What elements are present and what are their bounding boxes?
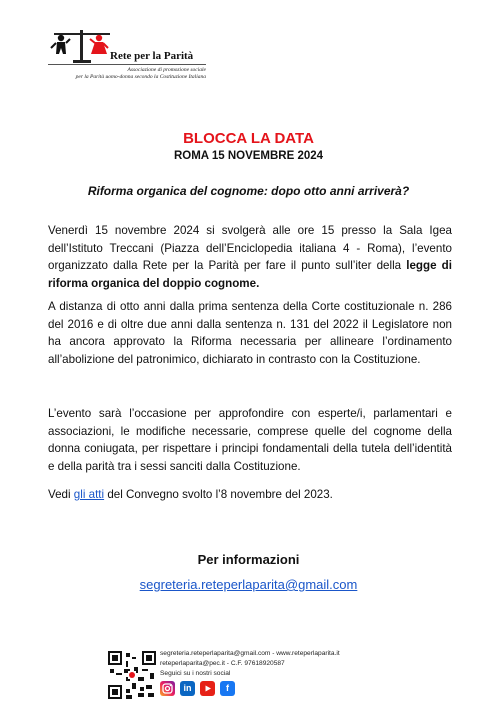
previous-event-prefix: Vedi xyxy=(48,488,74,501)
footer-pec-cf: reteperlaparita@pec.it - C.F. 97618920587 xyxy=(160,660,285,667)
info-heading: Per informazioni xyxy=(197,552,300,567)
previous-event-suffix: del Convegno svolto l’8 novembre del 2023. xyxy=(104,488,333,501)
paragraph-previous-event xyxy=(48,486,452,504)
logo-name: Rete per la Parità xyxy=(110,50,194,62)
logo-divider xyxy=(48,64,206,65)
contact-email-link[interactable]: segreteria.reteperlaparita@gmail.com xyxy=(139,577,358,592)
event-headline: Riforma organica del cognome: dopo otto anni arriverà? xyxy=(87,184,410,198)
event-date: ROMA 15 NOVEMBRE 2024 xyxy=(173,150,324,162)
youtube-icon[interactable] xyxy=(200,681,215,696)
page-title: BLOCCA LA DATA xyxy=(183,130,314,147)
footer-contacts: segreteria.reteperlaparita@gmail.com - www.reteperlaparita.it xyxy=(160,650,340,657)
proceedings-link[interactable]: gli atti xyxy=(73,488,105,501)
logo-tagline-secondary: per la Parità uomo-donna secondo la Costituzione Italiana xyxy=(75,74,206,80)
paragraph-event-details xyxy=(48,222,452,292)
paragraph-event-bold: legge di riforma organica del doppio cognome. xyxy=(48,259,452,290)
footer-social-label: Seguici su i nostri social xyxy=(160,670,231,677)
facebook-icon[interactable]: f xyxy=(220,681,235,696)
instagram-icon[interactable] xyxy=(160,681,175,696)
logo-tagline: Associazione di promozione sociale xyxy=(127,67,206,73)
qr-code xyxy=(108,651,156,699)
paragraph-event-text: Venerdì 15 novembre 2024 si svolgerà alle ore 15 presso la Sala Igea dell’Istituto Treccani (Piazza dell’Enciclopedia italiana 4 - Roma), l’evento organizzato dalla Rete per la Parità per fare il punto sull’iter della xyxy=(48,224,452,272)
paragraph-purpose: L’evento sarà l’occasione per approfondire con esperte/i, parlamentari e associazioni, le modifiche necessarie, comprese quelle del cognome della donna coniugata, per rispettare i principi fondamentali della tutela dell’identità e della parità tra i sessi sanciti dalla Costituzione. xyxy=(48,407,452,473)
paragraph-background: A distanza di otto anni dalla prima sentenza della Corte costituzionale n. 286 del 2016 e di oltre due anni dalla sentenza n. 131 del 2022 il Legislatore non ha ancora approvato la Riforma necessaria per allineare l’ordinamento all’abolizione del patronimico, dichiarato in contrasto con la Costituzione. xyxy=(48,300,452,366)
linkedin-icon[interactable]: in xyxy=(180,681,195,696)
